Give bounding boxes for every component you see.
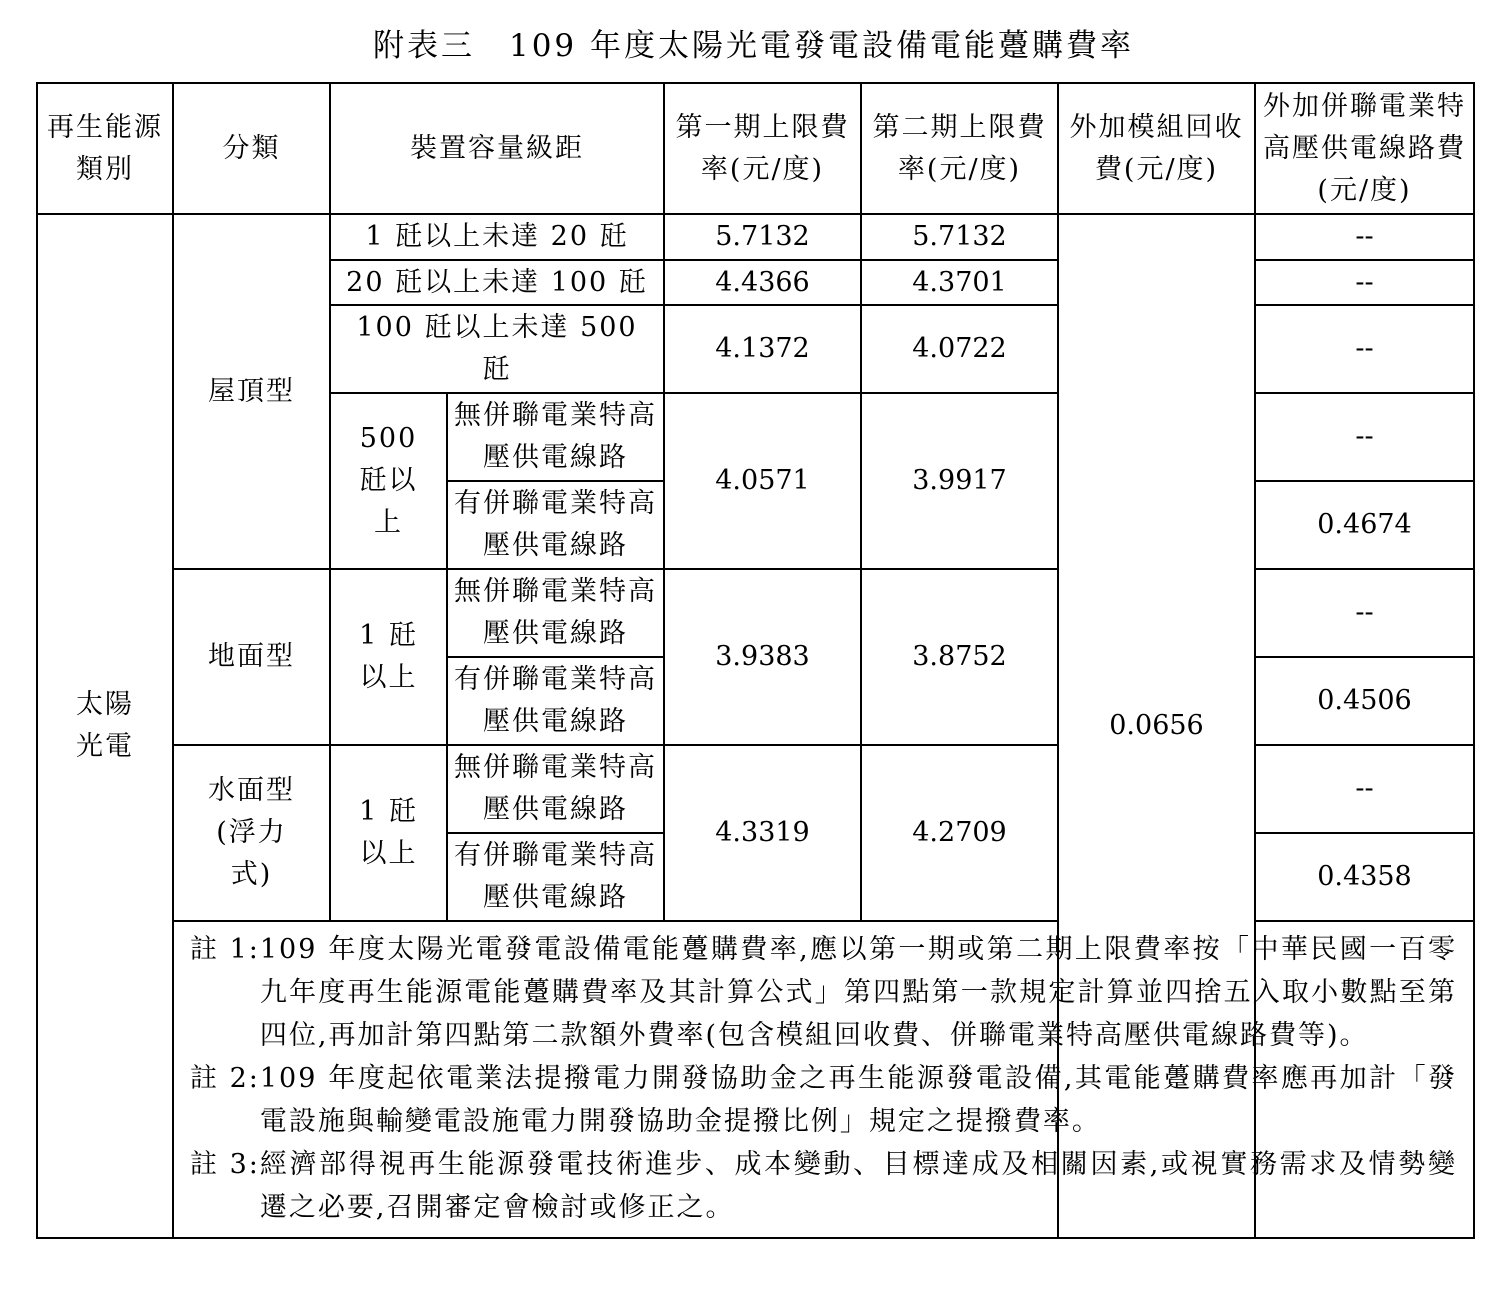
line-fee-cell: -- [1255, 393, 1474, 481]
capacity-cell: 1 瓩以上未達 20 瓩 [330, 214, 664, 260]
category-ground: 地面型 [173, 569, 330, 745]
line-fee-cell: 0.4674 [1255, 481, 1474, 569]
note-text: 109 年度起依電業法提撥電力開發協助金之再生能源發電設備,其電能躉購費率應再加計「發電設施與輸變電設施電力開發協助金提撥比例」規定之提撥費率。 [259, 1063, 1457, 1137]
line-fee-cell: -- [1255, 214, 1474, 260]
period2-rate: 4.2709 [861, 745, 1058, 921]
notes-row [37, 921, 1474, 1238]
line-fee-cell: -- [1255, 569, 1474, 657]
note-label: 註 2: [190, 1063, 260, 1094]
capacity-cell: 20 瓩以上未達 100 瓩 [330, 260, 664, 305]
grid-line-condition: 有併聯電業特高壓供電線路 [447, 481, 664, 569]
period2-rate: 3.8752 [861, 569, 1058, 745]
header-capacity: 裝置容量級距 [330, 83, 664, 214]
grid-line-condition: 無併聯電業特高壓供電線路 [447, 745, 664, 833]
note-text: 經濟部得視再生能源發電技術進步、成本變動、目標達成及相關因素,或視實務需求及情勢變遷之必要,召開審定會檢討或修正之。 [259, 1149, 1457, 1223]
grid-line-condition: 無併聯電業特高壓供電線路 [447, 569, 664, 657]
header-line-fee: 外加併聯電業特高壓供電線路費(元/度) [1255, 83, 1474, 214]
header-row [37, 83, 1474, 214]
table-row [37, 569, 1474, 657]
title-main: 109 年度太陽光電發電設備電能躉購費率 [508, 28, 1135, 64]
note-1 [190, 928, 1457, 1057]
line-fee-cell: -- [1255, 260, 1474, 305]
rate-table [36, 82, 1475, 1239]
period1-rate: 4.3319 [664, 745, 861, 921]
line-fee-cell: 0.4506 [1255, 657, 1474, 745]
note-label: 註 1: [190, 934, 260, 965]
note-text: 109 年度太陽光電發電設備電能躉購費率,應以第一期或第二期上限費率按「中華民國一百零九年度再生能源電能躉購費率及其計算公式」第四點第一款規定計算並四捨五入取小數點至第四位,再加計第四點第二款額外費率(包含模組回收費、併聯電業特高壓供電線路費等)。 [259, 934, 1457, 1051]
period1-rate: 5.7132 [664, 214, 861, 260]
recycle-fee-cell: 0.0656 [1058, 214, 1255, 1238]
capacity-cell: 1 瓩以上 [330, 745, 447, 921]
header-source-type: 再生能源類別 [37, 83, 173, 214]
period2-rate: 4.3701 [861, 260, 1058, 305]
header-period1: 第一期上限費率(元/度) [664, 83, 861, 214]
period1-rate: 4.0571 [664, 393, 861, 569]
header-period2: 第二期上限費率(元/度) [861, 83, 1058, 214]
grid-line-condition: 有併聯電業特高壓供電線路 [447, 833, 664, 921]
page-title [0, 20, 1507, 65]
period2-rate: 5.7132 [861, 214, 1058, 260]
note-3 [190, 1143, 1457, 1229]
header-category: 分類 [173, 83, 330, 214]
source-type-cell: 太陽光電 [37, 214, 173, 1238]
title-prefix: 附表三 [372, 28, 475, 64]
period1-rate: 4.4366 [664, 260, 861, 305]
note-2 [190, 1057, 1457, 1143]
line-fee-cell: 0.4358 [1255, 833, 1474, 921]
line-fee-cell: -- [1255, 745, 1474, 833]
capacity-cell: 500 瓩以上 [330, 393, 447, 569]
period2-rate: 4.0722 [861, 305, 1058, 393]
category-water: 水面型(浮力式) [173, 745, 330, 921]
grid-line-condition: 無併聯電業特高壓供電線路 [447, 393, 664, 481]
capacity-cell: 100 瓩以上未達 500 瓩 [330, 305, 664, 393]
note-label: 註 3: [190, 1149, 260, 1180]
period1-rate: 3.9383 [664, 569, 861, 745]
table-row [37, 214, 1474, 260]
table-row [37, 745, 1474, 833]
capacity-cell: 1 瓩以上 [330, 569, 447, 745]
period2-rate: 3.9917 [861, 393, 1058, 569]
period1-rate: 4.1372 [664, 305, 861, 393]
grid-line-condition: 有併聯電業特高壓供電線路 [447, 657, 664, 745]
line-fee-cell: -- [1255, 305, 1474, 393]
header-recycle-fee: 外加模組回收費(元/度) [1058, 83, 1255, 214]
notes-cell [173, 921, 1474, 1238]
category-rooftop: 屋頂型 [173, 214, 330, 569]
